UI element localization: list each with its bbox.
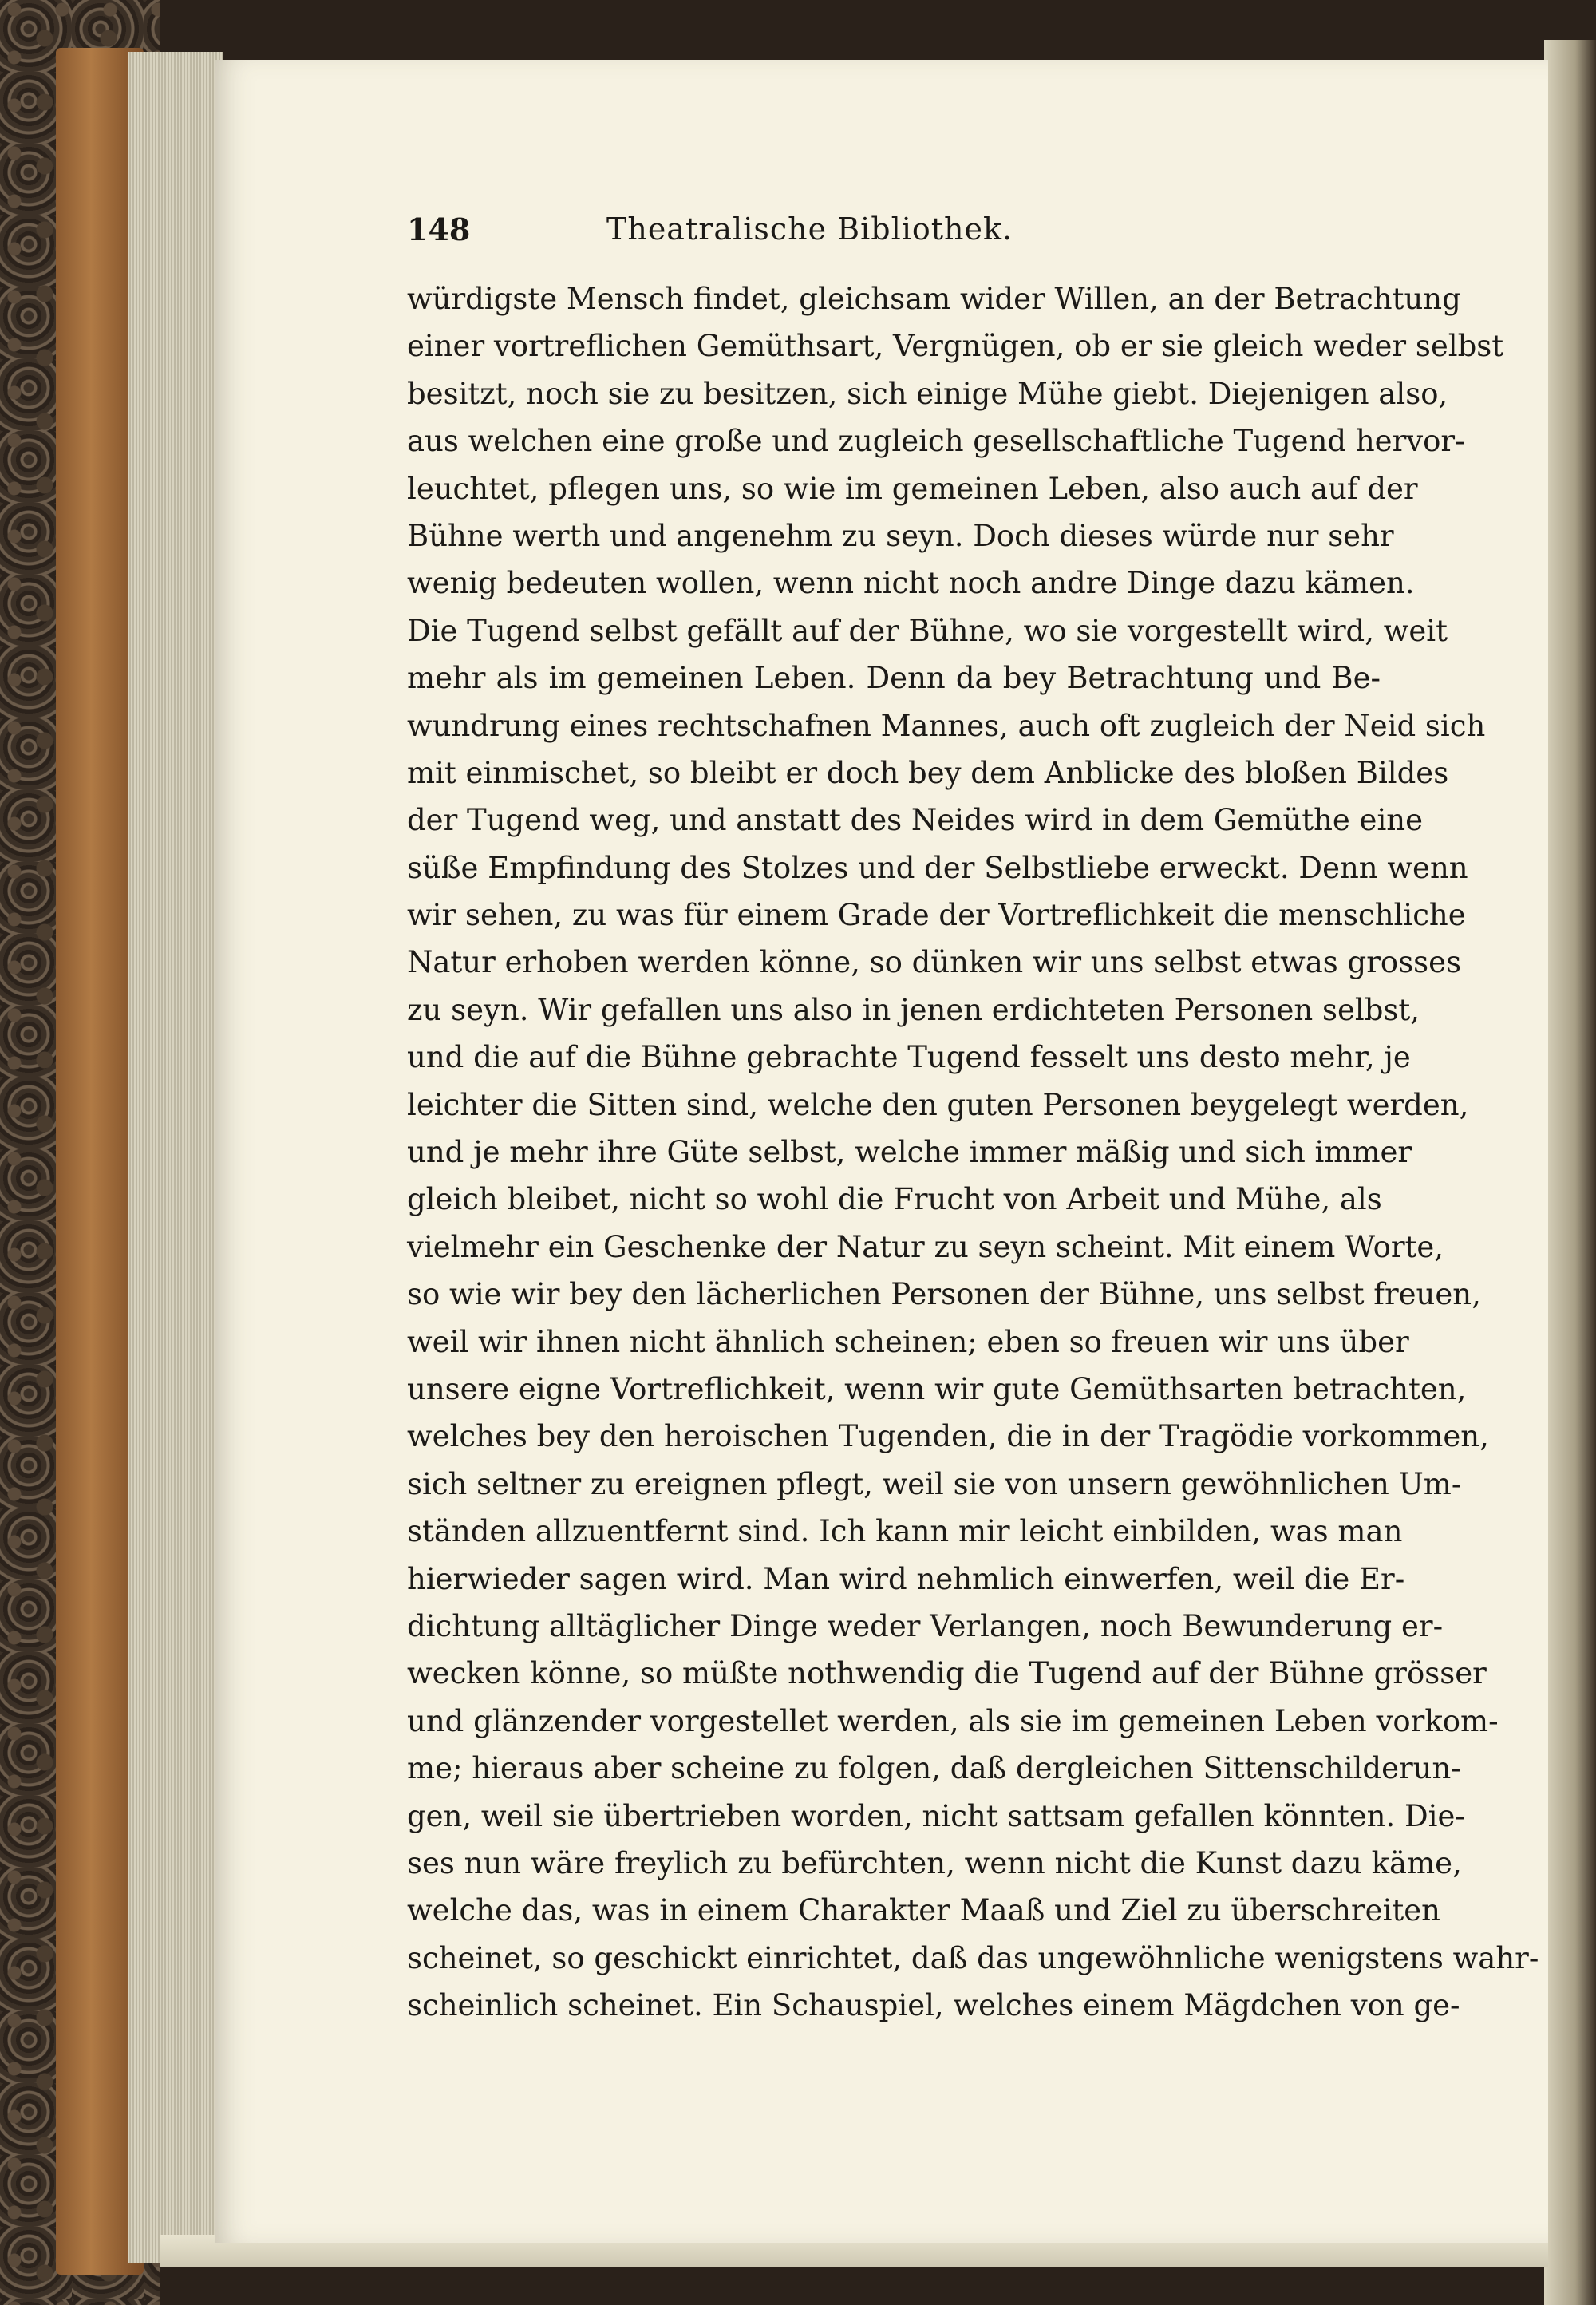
book-page — [215, 60, 1548, 2243]
text-line: scheinet, so geschickt einrichtet, daß das ungewöhnliche wenigstens wahr- — [407, 1940, 1539, 1975]
text-line: würdigste Mensch findet, gleichsam wider Willen, an der Betrachtung — [407, 282, 1461, 316]
running-title: Theatralische Bibliothek. — [606, 212, 1013, 247]
page-header — [407, 212, 1365, 259]
text-line: leichter die Sitten sind, welche den guten Personen beygelegt werden, — [407, 1087, 1469, 1122]
text-line: welches bey den heroischen Tugenden, die in der Tragödie vorkommen, — [407, 1419, 1489, 1454]
text-line: Die Tugend selbst gefällt auf der Bühne, wo sie vorgestellt wird, weit — [407, 613, 1448, 648]
text-line: Natur erhoben werden könne, so dünken wir uns selbst etwas grosses — [407, 945, 1462, 980]
text-line: mit einmischet, so bleibt er doch bey dem Anblicke des bloßen Bildes — [407, 755, 1449, 790]
text-line: süße Empfindung des Stolzes und der Selbstliebe erweckt. Denn wenn — [407, 850, 1468, 885]
text-line: leuchtet, pflegen uns, so wie im gemeinen Leben, also auch auf der — [407, 471, 1418, 506]
text-line: vielmehr ein Geschenke der Natur zu seyn scheint. Mit einem Worte, — [407, 1229, 1444, 1264]
right-book-edge — [1544, 40, 1596, 2305]
text-line: welche das, was in einem Charakter Maaß und Ziel zu überschreiten — [407, 1893, 1440, 1928]
text-line: dichtung alltäglicher Dinge weder Verlangen, noch Bewunderung er- — [407, 1608, 1444, 1643]
text-line: einer vortreflichen Gemüthsart, Vergnügen, ob er sie gleich weder selbst — [407, 329, 1504, 364]
text-line: und glänzender vorgestellet werden, als sie im gemeinen Leben vorkom- — [407, 1703, 1499, 1738]
text-line: wenig bedeuten wollen, wenn nicht noch andre Dinge dazu kämen. — [407, 566, 1415, 601]
text-line: sich seltner zu ereignen pflegt, weil sie von unsern gewöhnlichen Um- — [407, 1466, 1462, 1501]
body-text — [407, 275, 1539, 2029]
text-line: gen, weil sie übertrieben worden, nicht sattsam gefallen könnten. Die- — [407, 1798, 1465, 1833]
page-edges — [128, 52, 223, 2263]
text-line: der Tugend weg, und anstatt des Neides wird in dem Gemüthe eine — [407, 803, 1424, 838]
text-line: aus welchen eine große und zugleich gesellschaftliche Tugend hervor- — [407, 424, 1465, 459]
text-line: hierwieder sagen wird. Man wird nehmlich einwerfen, weil die Er- — [407, 1561, 1405, 1596]
text-line: wundrung eines rechtschafnen Mannes, auch oft zugleich der Neid sich — [407, 708, 1486, 743]
text-line: wir sehen, zu was für einem Grade der Vortreflichkeit die menschliche — [407, 898, 1466, 933]
text-line: besitzt, noch sie zu besitzen, sich einige Mühe giebt. Diejenigen also, — [407, 376, 1448, 411]
text-line: und die auf die Bühne gebrachte Tugend fesselt uns desto mehr, je — [407, 1040, 1411, 1075]
text-line: mehr als im gemeinen Leben. Denn da bey Betrachtung und Be- — [407, 661, 1381, 696]
text-line: und je mehr ihre Güte selbst, welche immer mäßig und sich immer — [407, 1135, 1412, 1170]
text-line: wecken könne, so müßte nothwendig die Tugend auf der Bühne grösser — [407, 1656, 1487, 1691]
page-number: 148 — [407, 212, 471, 247]
text-line: gleich bleibet, nicht so wohl die Frucht von Arbeit und Mühe, als — [407, 1182, 1382, 1217]
text-line: unsere eigne Vortreflichkeit, wenn wir gute Gemüthsarten betrachten, — [407, 1371, 1467, 1406]
text-line: ses nun wäre freylich zu befürchten, wenn nicht die Kunst dazu käme, — [407, 1845, 1462, 1880]
text-line: zu seyn. Wir gefallen uns also in jenen erdichteten Personen selbst, — [407, 992, 1420, 1027]
text-line: weil wir ihnen nicht ähnlich scheinen; eben so freuen wir uns über — [407, 1324, 1409, 1359]
text-line: ständen allzuentfernt sind. Ich kann mir leicht einbilden, was man — [407, 1514, 1403, 1549]
text-line: me; hieraus aber scheine zu folgen, daß dergleichen Sittenschilderun- — [407, 1751, 1461, 1786]
text-line: so wie wir bey den lächerlichen Personen der Bühne, uns selbst freuen, — [407, 1277, 1481, 1312]
text-line: scheinlich scheinet. Ein Schauspiel, welches einem Mägdchen von ge- — [407, 1988, 1460, 2023]
text-line: Bühne werth und angenehm zu seyn. Doch dieses würde nur sehr — [407, 518, 1394, 553]
